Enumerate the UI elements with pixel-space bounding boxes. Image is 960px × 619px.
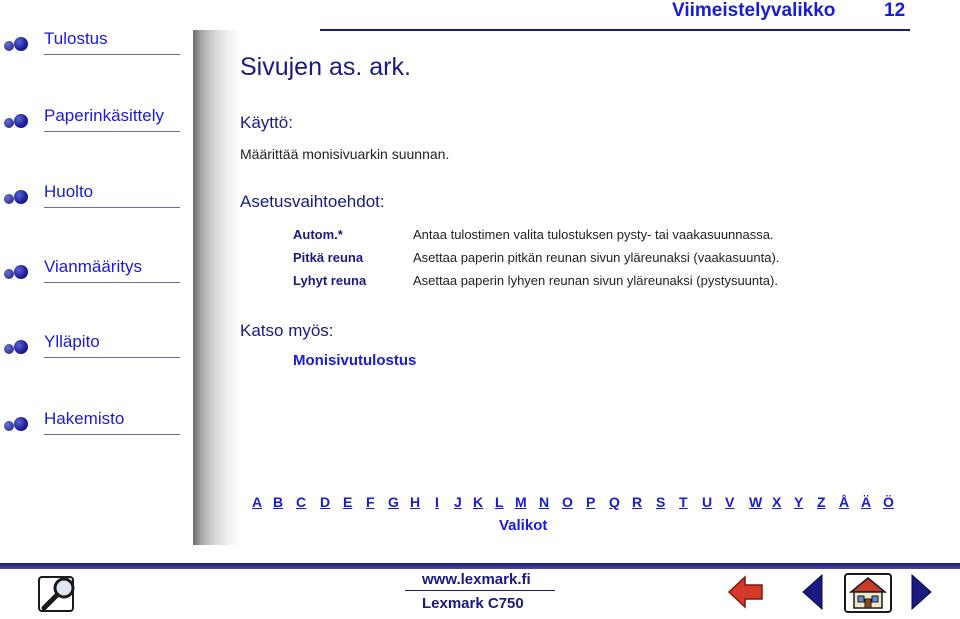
see-also-heading: Katso myös: [240,321,334,340]
bullet-icon [4,118,14,128]
page-number: 12 [884,0,906,21]
back-icon[interactable] [727,574,765,610]
home-icon[interactable] [843,572,893,614]
alphabet-letter[interactable]: W [749,494,763,510]
alphabet-letter[interactable]: Z [817,494,826,510]
bullet-icon [14,340,28,354]
bullet-icon [4,421,14,431]
sidebar-item-hakemisto[interactable] [0,407,185,437]
bullet-icon [4,269,14,279]
divider [44,357,180,358]
divider [44,131,180,132]
alphabet-letter[interactable]: Ä [861,494,872,510]
alphabet-letter[interactable]: J [454,494,462,510]
alphabet-letter[interactable]: L [495,494,504,510]
bullet-icon [14,114,28,128]
alphabet-letter[interactable]: A [252,494,263,510]
divider [44,282,180,283]
header-divider [320,29,910,31]
next-page-icon[interactable] [908,572,934,612]
sidebar-item-label: Tulostus [44,29,108,48]
sidebar-item-label: Ylläpito [44,332,100,351]
alphabet-letter[interactable]: Ö [883,494,894,510]
alphabet-letter[interactable]: I [435,494,439,510]
alphabet-letter[interactable]: U [702,494,713,510]
bullet-icon [14,265,28,279]
option-name: Autom.* [293,227,343,242]
sidebar-item-label: Paperinkäsittely [44,106,165,125]
alphabet-letter[interactable]: Å [839,494,850,510]
alphabet-letter[interactable]: C [296,494,307,510]
sidebar-shadow [193,30,241,545]
option-name: Pitkä reuna [293,250,364,265]
sidebar-item-yllapito[interactable] [0,330,185,360]
option-description: Antaa tulostimen valita tulostuksen pysty- tai vaakasuunnassa. [413,227,774,242]
section-title: Viimeistelyvalikko [672,0,836,21]
option-name: Lyhyt reuna [293,273,367,288]
alphabet-letter[interactable]: E [343,494,353,510]
menus-link[interactable]: Valikot [499,517,548,534]
usage-heading: Käyttö: [240,113,293,132]
options-heading: Asetusvaihtoehdot: [240,192,385,211]
alphabet-letter[interactable]: Y [794,494,804,510]
alphabet-letter[interactable]: S [656,494,666,510]
previous-page-icon[interactable] [800,572,826,612]
divider [44,207,180,208]
sidebar-shadow-fade [193,0,241,30]
search-icon[interactable] [38,574,86,614]
sidebar-item-huolto[interactable] [0,180,185,210]
bullet-icon [4,344,14,354]
alphabet-letter[interactable]: V [725,494,735,510]
alphabet-letter[interactable]: N [539,494,550,510]
usage-text: Määrittää monisivuarkin suunnan. [240,146,450,162]
bullet-icon [4,194,14,204]
footer-divider [405,590,555,591]
option-description: Asettaa paperin lyhyen reunan sivun yläreunaksi (pystysuunta). [413,273,778,288]
sidebar-item-label: Hakemisto [44,409,125,428]
alphabet-letter[interactable]: F [366,494,375,510]
sidebar-item-vianmaaritys[interactable] [0,255,185,285]
product-name: Lexmark C750 [422,595,524,612]
alphabet-letter[interactable]: D [320,494,331,510]
footer-bar [0,563,960,569]
sidebar-item-label: Vianmääritys [44,257,142,276]
alphabet-letter[interactable]: H [410,494,421,510]
website-link[interactable]: www.lexmark.fi [422,571,531,588]
alphabet-letter[interactable]: X [772,494,782,510]
alphabet-letter[interactable]: M [515,494,527,510]
page-title: Sivujen as. ark. [240,53,411,81]
sidebar-item-label: Huolto [44,182,94,201]
option-description: Asettaa paperin pitkän reunan sivun yläreunaksi (vaakasuunta). [413,250,780,265]
sidebar [0,0,195,545]
alphabet-letter[interactable]: O [562,494,573,510]
divider [44,54,180,55]
alphabet-letter[interactable]: K [473,494,484,510]
alphabet-letter[interactable]: Q [609,494,620,510]
sidebar-item-paperinkasittely[interactable] [0,104,185,134]
bullet-icon [14,190,28,204]
bullet-icon [4,41,14,51]
bullet-icon [14,37,28,51]
sidebar-item-tulostus[interactable] [0,27,185,57]
alphabet-letter[interactable]: B [273,494,284,510]
alphabet-index [252,494,902,514]
alphabet-letter[interactable]: G [388,494,399,510]
divider [44,434,180,435]
alphabet-letter[interactable]: P [586,494,596,510]
alphabet-letter[interactable]: R [632,494,643,510]
bullet-icon [14,417,28,431]
see-also-link-monisivutulostus[interactable]: Monisivutulostus [293,352,417,369]
alphabet-letter[interactable]: T [679,494,688,510]
